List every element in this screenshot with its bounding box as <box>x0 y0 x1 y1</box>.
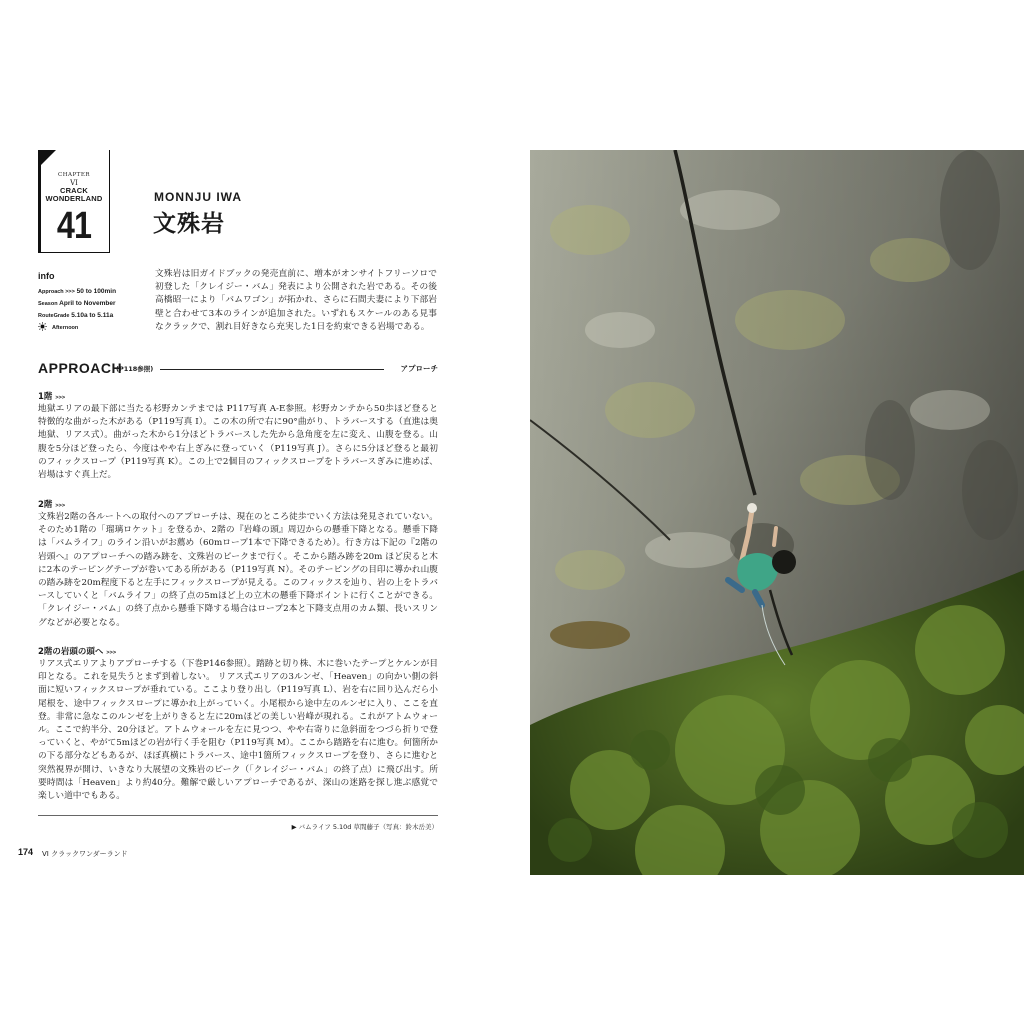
page-number: 174 <box>18 847 34 857</box>
info-approach-key: Approach >>> <box>38 289 75 295</box>
info-heading: info <box>38 271 55 281</box>
section-body-1f: 地獄エリアの最下部に当たる杉野カンテまでは P117写真 A-E参照。杉野カンテから50歩ほど登ると特徴的な曲がった木がある（P119写真 I）。この木の所で右に90°曲がり、トラバースする（直進は奥地獄、リアス式）。曲がった木から1分ほどトラバースした先から急角度を左に変え、山腹を登る。山腹を5分ほど登ったら、今度はやや右上ぎみに登っていく（P119写真 J）。さらに5分ほど登ると最初のフィックスロープ（P119写真 K）。この上で2個目のフィックスロープをトラバースぎみに進めば、岩場はすぐ真上だ。 <box>38 404 438 481</box>
section-heading-arrow: >>> <box>106 650 117 656</box>
info-sun-value: Afternoon <box>52 325 79 331</box>
chapter-title-line1: CRACK <box>59 186 89 195</box>
chapter-number: 41 <box>56 205 92 247</box>
section-body-2f: 文殊岩2階の各ルートへの取付へのアプローチは、現在のところ徒歩でいく方法は発見されていない。そのため1階の「瑠璃ロケット」を登るか、2階の『岩峰の頭』周辺からの懸垂下降となる。懸垂下降は「バムライフ」のライン沿いがお薦め（60mロープ1本で下降できるため）。行き方は下記の『2階の岩頭へ』のアプローチへの踏み跡を、文殊岩のピークまで行く。そこから踏み跡を20m ほど戻ると木に2本のテーピングテープが巻いてある所がある（P119写真 N）。そのテーピングの目印に導かれ山腹の踏み跡を20m程度下ると左手にフィックスロープが見える。このフィックスを辿り、岩の上をトラバースしていくと「バムライフ」の終了点の5mほど上の立木の懸垂下降ポイントに行くことができる。「クレイジー・バム」の終了点から懸垂下降する場合はロープ2本と下降支点用のカム類、長いスリングなどが必要となる。 <box>38 512 438 628</box>
section-heading-text: 2階の岩頭の頭へ <box>38 647 104 657</box>
info-block <box>38 271 148 334</box>
info-grade-key: RouteGrade <box>38 313 70 319</box>
section-heading-text: 1階 <box>38 392 53 402</box>
info-season-key: Season <box>38 301 58 307</box>
photo-caption: ▶ バムライフ 5.10d 草間藤子（写真：鈴木岳美） <box>291 823 438 831</box>
info-grade <box>38 310 148 322</box>
section-heading-1f <box>38 390 65 402</box>
climbing-photo <box>530 150 1024 875</box>
approach-header <box>38 360 438 376</box>
info-season-value: April to November <box>59 300 116 307</box>
info-season <box>38 298 148 310</box>
section-heading-summit <box>38 645 116 657</box>
approach-rule <box>160 369 384 370</box>
chapter-roman: VI <box>70 179 78 187</box>
running-footer: VI クラックワンダーランド <box>42 850 128 858</box>
caption-rule <box>38 815 438 816</box>
section-heading-arrow: >>> <box>55 503 66 509</box>
info-grade-value: 5.10a to 5.11a <box>71 312 114 319</box>
badge-corner <box>38 150 56 168</box>
intro-paragraph: 文殊岩は旧ガイドブックの発売直前に、増本がオンサイトフリーソロで初登した「クレイジー・バム」発表により公開された岩である。その後高橋昭一により「バムワゴン」が拓かれ、さらに石間夫妻により下部岩壁と合わせて3本のラインが追加された。いずれもスケールのある見事なクラックで、割れ目好きなら充実した1日を約束できる岩場である。 <box>155 269 437 332</box>
crag-title-en: MONNJU IWA <box>154 190 242 204</box>
approach-title: APPROACH <box>38 360 123 376</box>
sun-icon <box>38 322 47 331</box>
section-heading-text: 2階 <box>38 500 53 510</box>
section-body-summit: リアス式エリアよりアプローチする（下巻P146参照）。踏跡と切り株、木に巻いたテープとケルンが目印となる。これを見失うとまず到着しない。 リアス式エリアの3ルンゼ、「Heaven」の向かい側の斜面に短いフィックスロープが垂れている。ここより登り出し（P119写真 L）、岩を右に回り込んだら小尾根を、途中フィックスロープに導かれ上がっていく。小尾根から途中左のルンゼに入り、ここを直登。非常に急なこのルンゼを上がりきると左に20mほどの美しい岩峰が現れる。これがアトムウォール。ここで約半分、20分ほど。アトムウォールを左に見つつ、やや右寄りに急斜面をつづら折りで登っていくと、やがて5mほどの岩が行く手を阻む（P119写真 M）。ここから踏路を右に進む。何箇所かの下る部分などもあるが、ほぼ真横にトラバース、途中1箇所フィックスロープを登り、さらに進むと突然視界が開け、いきなり大展望の文殊岩のピーク（「クレイジー・バム」の終了点）に飛び出す。所要時間は「Heaven」より約40分。難解で厳しいアプローチであるが、深山の迷路を探し進ぶ感覚で楽しい道中でもある。 <box>38 659 438 802</box>
chapter-title-line2: WONDERLAND <box>45 194 103 203</box>
section-heading-arrow: >>> <box>55 395 66 401</box>
crag-title-jp: 文殊岩 <box>153 211 225 237</box>
approach-jp: アプローチ <box>400 364 438 373</box>
approach-ref: (P118参照) <box>116 365 154 373</box>
chapter-label: CHAPTER <box>57 172 90 178</box>
section-heading-2f <box>38 498 65 510</box>
info-approach <box>38 286 148 298</box>
info-sun <box>38 322 148 334</box>
info-approach-value: 50 to 100min <box>76 288 117 295</box>
